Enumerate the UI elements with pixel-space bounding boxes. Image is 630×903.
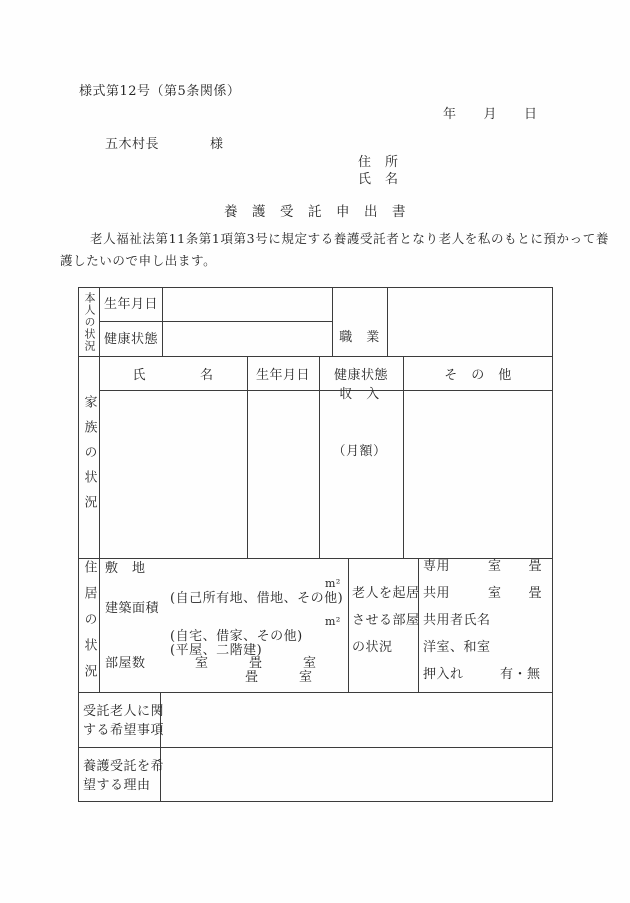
family-other-header: そ の 他: [444, 368, 512, 383]
addressee-honorific: 様: [210, 137, 224, 152]
site-label: 敷 地: [105, 561, 146, 576]
grid-line: [78, 558, 553, 559]
grid-line: [78, 356, 553, 357]
health-state-label: 健康状態: [104, 332, 159, 347]
elder-room-label-line1: 老人を起居: [352, 586, 420, 601]
building-note-2: (平屋、二階建): [170, 643, 263, 658]
body-text-line2: 護したいので申し出ます。: [60, 253, 217, 268]
rooms-units-line1: 室 畳 室: [195, 656, 317, 671]
private-room-units: 室 畳: [488, 559, 543, 574]
elder-room-label-line3: の状況: [352, 640, 393, 655]
family-health-header: 健康状態: [333, 368, 388, 383]
rooms-label: 部屋数: [105, 656, 146, 671]
wishes-label-line2: する希望事項: [83, 723, 165, 738]
occupation-label-line: （月額）: [332, 444, 387, 459]
family-entries-field: [100, 391, 552, 557]
page-title: 養 護 受 託 申 出 書: [224, 204, 406, 220]
shared-room-units: 室 畳: [488, 586, 543, 601]
address-label: 住 所: [358, 155, 399, 170]
wishes-field: [161, 693, 552, 746]
reason-label-line2: 望する理由: [83, 778, 151, 793]
date-line: 年 月 日: [443, 107, 538, 122]
occupation-label-line: 収 入: [339, 387, 380, 402]
body-text-line1: 老人福祉法第11条第1項第3号に規定する養護受託者となり老人を私のもとに預かって養: [90, 231, 609, 246]
family-status-section-label: 家族の状況: [81, 394, 97, 520]
reason-field: [161, 748, 552, 801]
site-note: (自己所有地、借地、その他): [170, 591, 344, 606]
family-birth-header: 生年月日: [255, 368, 310, 383]
shared-room-label: 共用: [423, 586, 451, 601]
birth-date-label: 生年月日: [104, 297, 159, 312]
rooms-units-line2: 畳 室: [245, 670, 313, 685]
closet-label: 押入れ: [423, 667, 464, 682]
person-health-field: [163, 322, 331, 355]
wishes-label-line1: 受託老人に関: [83, 704, 165, 719]
building-area-label: 建築面積: [105, 601, 160, 616]
reason-label-line1: 養護受託を希: [83, 759, 165, 774]
sqm-unit: m²: [325, 615, 341, 628]
addressee: 五木村長: [105, 137, 160, 152]
closet-options: 有・無: [500, 667, 541, 682]
occupation-income-field: [388, 288, 552, 355]
private-room-label: 専用: [423, 559, 451, 574]
grid-line: [348, 558, 349, 692]
form-number: 様式第12号（第5条関係）: [79, 84, 241, 99]
occupation-label-line: 職 業: [339, 330, 380, 345]
family-name-header: 氏 名: [132, 368, 214, 383]
person-status-section-label: 本人の状況: [83, 292, 96, 352]
sqm-unit: m²: [325, 577, 341, 590]
housing-status-section-label: 住居の状況: [81, 560, 97, 690]
room-type-label: 洋室、和室: [423, 640, 491, 655]
name-label: 氏 名: [358, 172, 399, 187]
elder-room-label-line2: させる部屋: [352, 613, 420, 628]
person-birth-field: [163, 288, 331, 320]
shared-person-label: 共用者氏名: [423, 613, 491, 628]
building-note-1: (自宅、借家、その他): [170, 629, 303, 644]
